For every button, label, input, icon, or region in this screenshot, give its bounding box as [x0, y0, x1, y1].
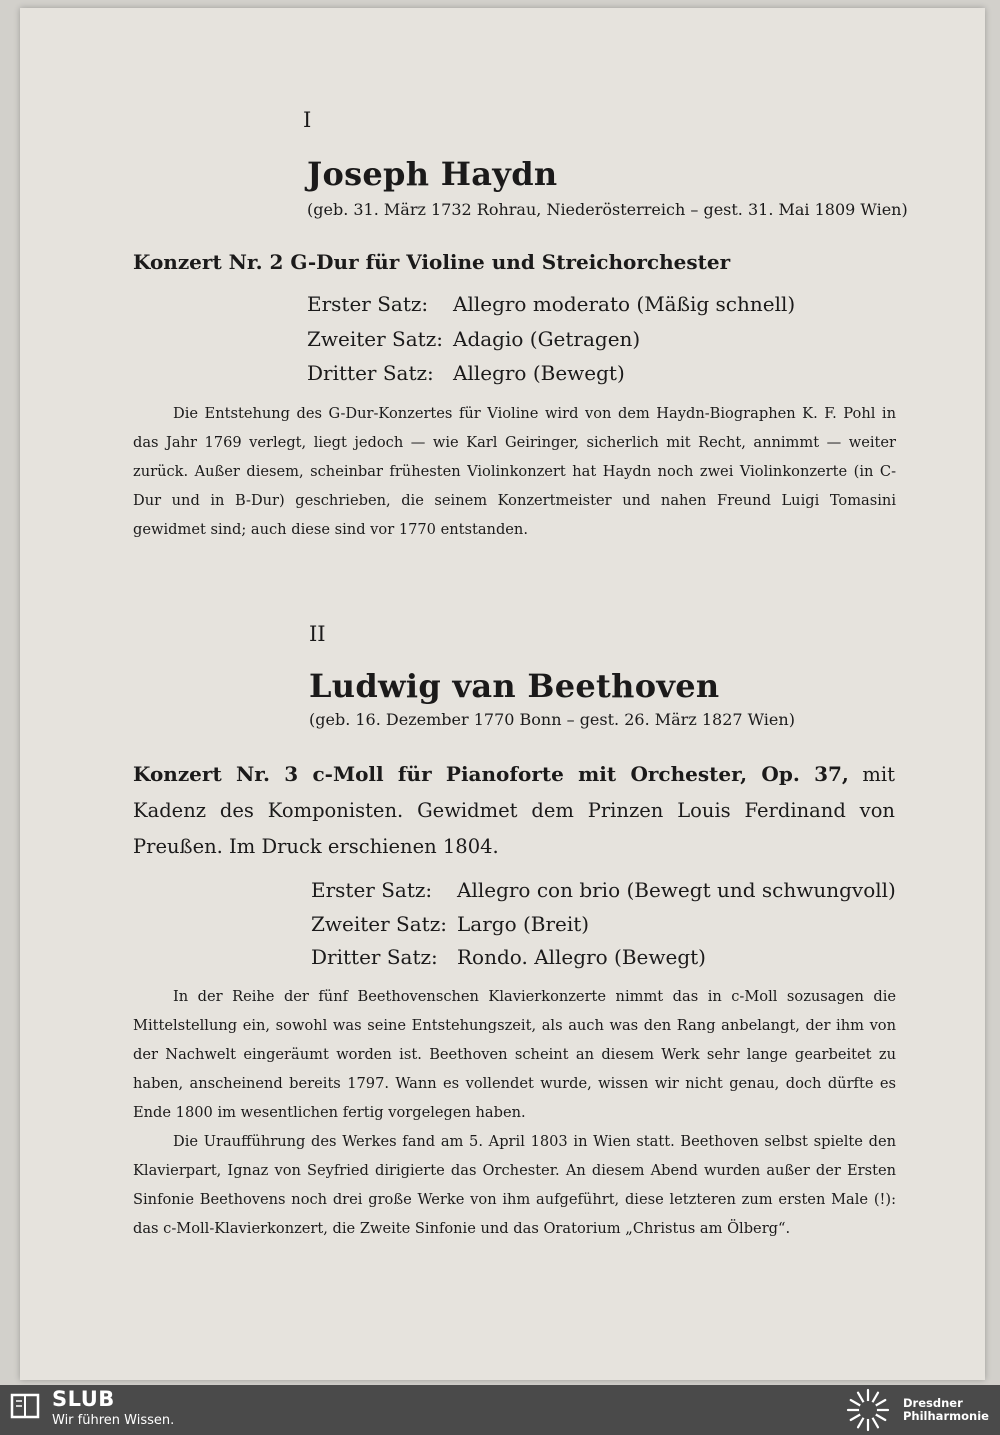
book-icon: [10, 1391, 40, 1421]
movement-row: [307, 361, 625, 385]
movement-tempo: Allegro con brio (Bewegt und schwungvoll): [457, 878, 896, 902]
library-claim: Wir führen Wissen.: [52, 1413, 175, 1428]
movement-label: Erster Satz:: [307, 292, 429, 316]
document-page: [20, 8, 985, 1380]
composer-life-beethoven: (geb. 16. Dezember 1770 Bonn – gest. 26. März 1827 Wien): [309, 710, 795, 729]
movement-row: [311, 945, 706, 969]
paragraph: Die Uraufführung des Werkes fand am 5. April 1803 in Wien statt. Beethoven selbst spielte den Klavierpart, Ignaz von Seyfried dirigierte das Orchester. An diesem Abend wurden außer der Ersten Sinfonie Beethovens noch drei große Werke von ihm aufgeführt, diese letzteren zum ersten Male (!): das c-Moll-Klavierkonzert, die Zweite Sinfonie und das Oratorium „Christus am Ölberg“.: [133, 1133, 896, 1237]
sunburst-logo-icon: [844, 1387, 892, 1433]
movement-row: [311, 912, 589, 936]
partner-logo-text[interactable]: [903, 1397, 989, 1423]
movement-row: [311, 878, 896, 902]
section-numeral-2: II: [309, 622, 326, 646]
viewer-footer: [0, 1385, 1000, 1435]
paragraph: Die Entstehung des G-Dur-Konzertes für Violine wird von dem Haydn-Biographen K. F. Pohl in das Jahr 1769 verlegt, liegt jedoch — wie Karl Geiringer, sicherlich mit Recht, annimmt — weiter zurück. Außer diesem, scheinbar frühesten Violinkonzert hat Haydn noch zwei Violinkonzerte (in C-Dur und in B-Dur) geschrieben, die seinem Konzertmeister und nahen Freund Luigi Tomasini gewidmet sind; auch diese sind vor 1770 entstanden.: [133, 405, 896, 538]
movement-tempo: Allegro (Bewegt): [453, 361, 625, 385]
partner-line-1: Dresdner: [903, 1396, 963, 1410]
movement-row: [307, 292, 795, 316]
movement-label: Zweiter Satz:: [307, 327, 443, 351]
program-note-haydn: [133, 399, 896, 544]
movement-label: Zweiter Satz:: [311, 912, 447, 936]
work-title-haydn: Konzert Nr. 2 G-Dur für Violine und Streichorchester: [133, 250, 731, 274]
work-title-details: mit Kadenz des Komponisten. Gewidmet dem Prinzen Louis Ferdinand von Preußen. Im Druck erschienen 1804.: [133, 763, 895, 858]
movement-tempo: Adagio (Getragen): [453, 327, 641, 351]
composer-name-haydn: Joseph Haydn: [307, 155, 558, 193]
composer-name-beethoven: Ludwig van Beethoven: [309, 667, 720, 705]
section-numeral-1: I: [303, 108, 312, 132]
movement-row: [307, 327, 640, 351]
movement-label: Dritter Satz:: [311, 945, 438, 969]
movement-label: Dritter Satz:: [307, 361, 434, 385]
work-title-bold: Konzert Nr. 3 c-Moll für Pianoforte mit Orchester, Op. 37,: [133, 762, 849, 786]
movement-tempo: Largo (Breit): [457, 912, 590, 936]
program-note-beethoven: [133, 982, 896, 1243]
movement-tempo: Allegro moderato (Mäßig schnell): [453, 292, 796, 316]
movement-label: Erster Satz:: [311, 878, 433, 902]
composer-life-haydn: (geb. 31. März 1732 Rohrau, Niederösterreich – gest. 31. Mai 1809 Wien): [307, 200, 908, 219]
library-logo-text[interactable]: SLUB: [52, 1387, 115, 1411]
movement-tempo: Rondo. Allegro (Bewegt): [457, 945, 706, 969]
work-title-beethoven: [133, 756, 895, 865]
paragraph: In der Reihe der fünf Beethovenschen Klavierkonzerte nimmt das in c-Moll sozusagen die Mittelstellung ein, sowohl was seine Entstehungszeit, als auch was den Rang anbelangt, der ihm von der Nachwelt eingeräumt worden ist. Beethoven scheint an diesem Werk sehr lange gearbeitet zu haben, anscheinend bereits 1797. Wann es vollendet wurde, wissen wir nicht genau, doch dürfte es Ende 1800 im wesentlichen fertig vorgelegen haben.: [133, 988, 896, 1121]
partner-line-2: Philharmonie: [903, 1409, 989, 1423]
